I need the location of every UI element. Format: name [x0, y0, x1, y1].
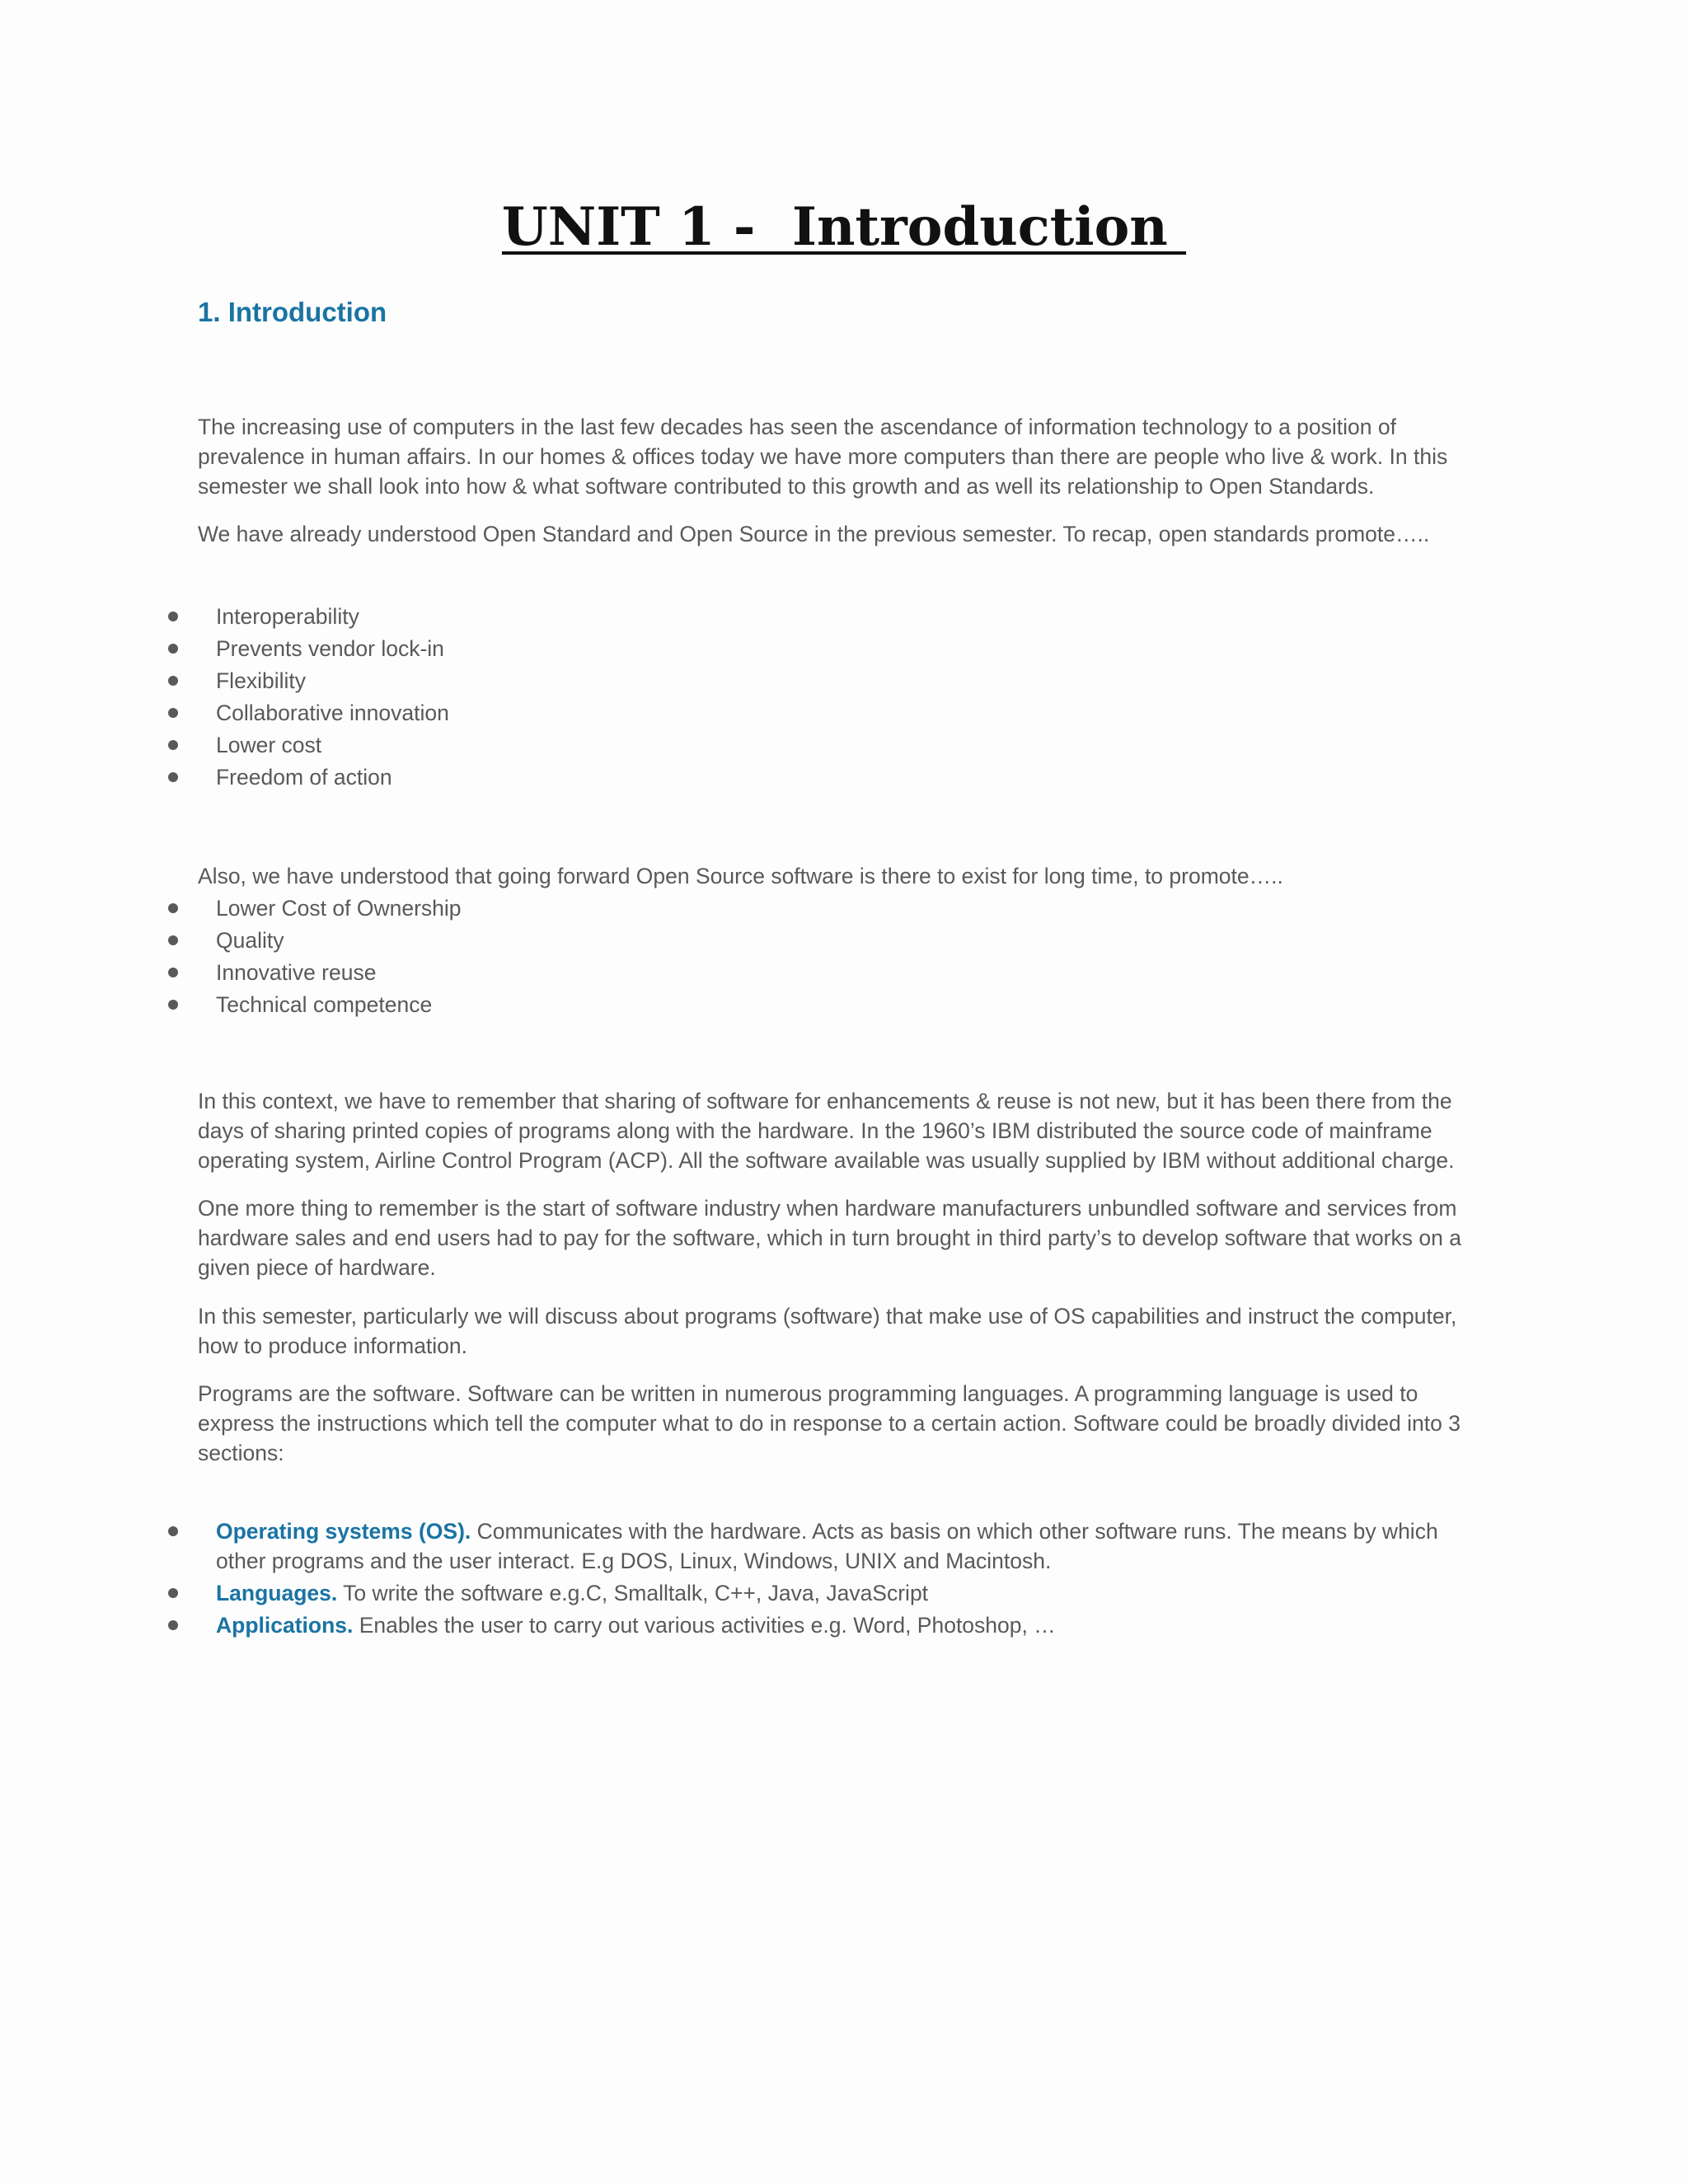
paragraph-open-source-intro: Also, we have understood that going forward Open Source software is there to exist for long time, to promote…..	[198, 864, 1283, 888]
paragraph-software-sharing-history: In this context, we have to remember that sharing of software for enhancements & reuse is not new, but it has been there from the days of sharing printed copies of programs along with the hardware. In the 1960’s IBM distributed the source code of mainframe operating system, Airline Control Program (ACP). All the software available was usually supplied by IBM without additional charge.	[198, 1089, 1455, 1173]
list-item: Interoperability	[0, 601, 1688, 633]
bullet-icon	[168, 1620, 178, 1630]
list-item: Quality	[0, 925, 1688, 957]
list-item: Lower cost	[0, 729, 1688, 762]
page-title-text: UNIT 1 - Introduction	[501, 196, 1187, 258]
term-operating-systems: Operating systems (OS).	[216, 1519, 471, 1544]
list-item: Lower Cost of Ownership	[0, 893, 1688, 925]
bullet-icon	[168, 935, 178, 945]
paragraph-open-standards-recap: We have already understood Open Standard and Open Source in the previous semester. To recap, open standards promote…..	[198, 522, 1430, 546]
list-item: Innovative reuse	[0, 957, 1688, 989]
description-operating-systems: Communicates with the hardware. Acts as basis on which other software runs. The means by which other programs and the user interact. E.g DOS, Linux, Windows, UNIX and Macintosh.	[216, 1519, 1438, 1573]
paragraph-semester-focus: In this semester, particularly we will discuss about programs (software) that make use of OS capabilities and instruct the computer, how to produce information.	[198, 1304, 1457, 1358]
term-languages: Languages.	[216, 1581, 338, 1605]
paragraph-intro: The increasing use of computers in the last few decades has seen the ascendance of information technology to a position of prevalence in human affairs. In our homes & offices today we have more computers than there are people who live & work. In this semester we shall look into how & what software contributed to this growth and as well its relationship to Open Standards.	[198, 415, 1448, 499]
bullet-icon	[168, 1588, 178, 1598]
bullet-icon	[168, 903, 178, 913]
list-item	[0, 1516, 1688, 1576]
paragraph-software-industry: One more thing to remember is the start of software industry when hardware manufacturers unbundled software and services from hardware sales and end users had to pay for the software, which in turn brought in third party’s to develop software that works on a given piece of hardware.	[198, 1196, 1461, 1280]
list-item: Prevents vendor lock-in	[0, 633, 1688, 665]
bullet-icon	[168, 1000, 178, 1010]
bullet-icon	[168, 676, 178, 686]
paragraph-programs: Programs are the software. Software can be written in numerous programming languages. A programming language is used to express the instructions which tell the computer what to do in response to a certain action. Software could be broadly divided into 3 sections:	[198, 1381, 1461, 1465]
bullet-icon	[168, 772, 178, 782]
list-item: Collaborative innovation	[0, 697, 1688, 729]
bullet-icon	[168, 740, 178, 750]
description-applications: Enables the user to carry out various activities e.g. Word, Photoshop, …	[353, 1613, 1056, 1638]
page-title	[0, 196, 1688, 258]
bullet-icon	[168, 1526, 178, 1536]
list-item: Freedom of action	[0, 762, 1688, 794]
open-source-benefits-list	[0, 893, 1688, 1021]
software-sections-list	[0, 1516, 1688, 1643]
section-heading: 1. Introduction	[198, 297, 387, 327]
term-applications: Applications.	[216, 1613, 354, 1638]
bullet-icon	[168, 644, 178, 654]
bullet-icon	[168, 708, 178, 718]
bullet-icon	[168, 612, 178, 621]
bullet-icon	[168, 968, 178, 977]
open-standards-benefits-list	[0, 601, 1688, 794]
list-item: Technical competence	[0, 989, 1688, 1021]
description-languages: To write the software e.g.C, Smalltalk, C++, Java, JavaScript	[337, 1581, 929, 1605]
list-item: Flexibility	[0, 665, 1688, 697]
list-item	[0, 1610, 1688, 1640]
list-item	[0, 1578, 1688, 1608]
